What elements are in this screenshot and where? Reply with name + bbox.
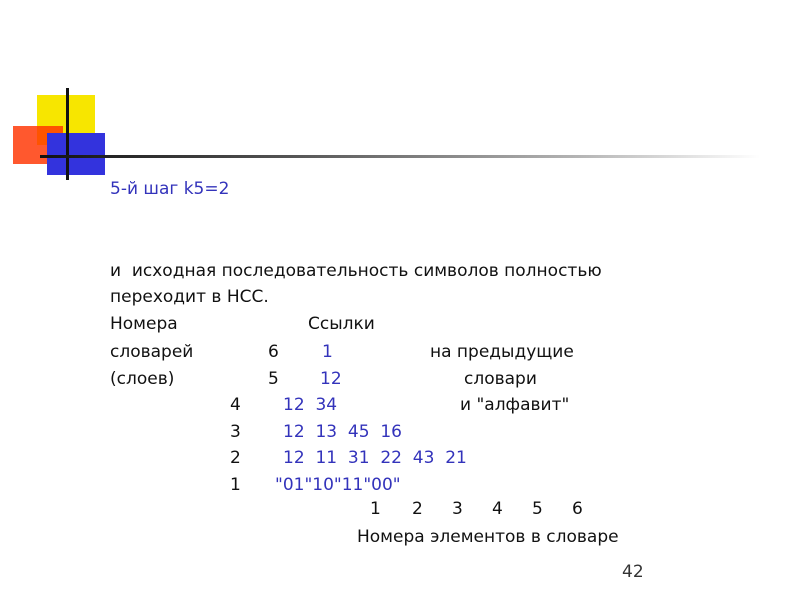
element-number: 5 (532, 499, 543, 519)
reference-values: 12 11 31 22 43 21 (283, 448, 467, 468)
header-dictionary-numbers: Номера (110, 314, 178, 334)
row-label: словарей (110, 342, 194, 362)
element-number: 2 (412, 499, 423, 519)
layer-number: 3 (230, 422, 241, 442)
header-references: Ссылки (308, 314, 375, 334)
step-title: 5-й шаг k5=2 (110, 179, 230, 199)
decor-blue-square (47, 133, 105, 175)
decor-horizontal-rule (40, 155, 760, 158)
element-number: 4 (492, 499, 503, 519)
layer-number: 5 (268, 369, 279, 389)
row-label: (слоев) (110, 369, 175, 389)
layer-number: 4 (230, 395, 241, 415)
element-number: 1 (370, 499, 381, 519)
reference-values: 1 (322, 342, 333, 362)
reference-values: 12 13 45 16 (283, 422, 402, 442)
page-number: 42 (622, 562, 644, 582)
note-text: словари (464, 369, 537, 389)
reference-values: "01"10"11"00" (275, 475, 401, 495)
element-numbers-caption: Номера элементов в словаре (357, 527, 619, 547)
element-number: 6 (572, 499, 583, 519)
decor-vertical-line (66, 88, 69, 180)
paragraph-line-1: и исходная последовательность символов полностью (110, 261, 602, 281)
reference-values: 12 (320, 369, 342, 389)
reference-values: 12 34 (283, 395, 338, 415)
element-number: 3 (452, 499, 463, 519)
layer-number: 2 (230, 448, 241, 468)
note-text: на предыдущие (430, 342, 574, 362)
layer-number: 6 (268, 342, 279, 362)
note-text: и "алфавит" (460, 395, 570, 415)
paragraph-line-2: переходит в НСС. (110, 287, 269, 307)
layer-number: 1 (230, 475, 241, 495)
